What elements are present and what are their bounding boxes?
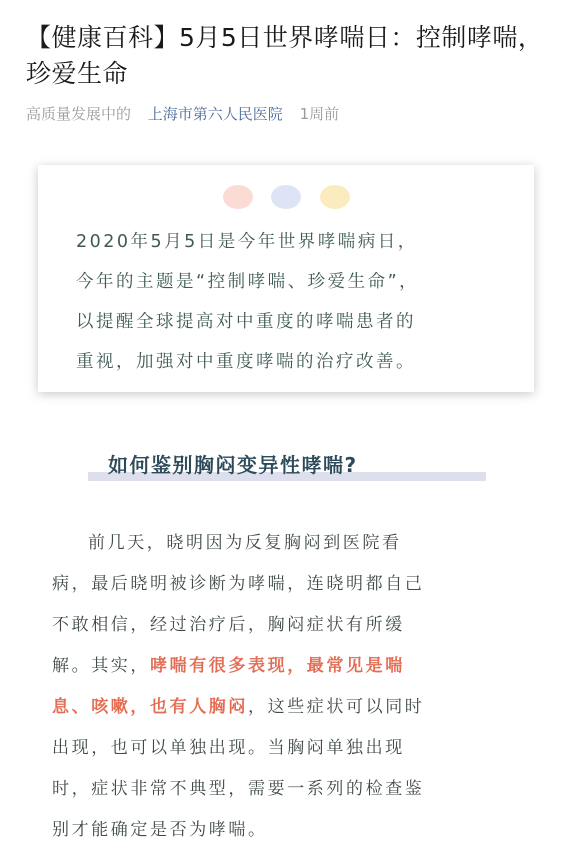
decorative-dots <box>38 185 534 209</box>
intro-line: 以提醒全球提高对中重度的哮喘患者的 <box>76 312 416 332</box>
intro-line: 重视，加强对中重度哮喘的治疗改善。 <box>76 352 416 372</box>
highlight-text: 哮喘有很多表现，最常见是喘 <box>150 656 405 676</box>
intro-line: 2020年5月5日是今年世界哮喘病日， <box>76 232 418 252</box>
intro-card <box>38 165 534 392</box>
publish-time: 1周前 <box>299 105 340 123</box>
body-text-span: ，这些症状可以同时 <box>248 697 425 717</box>
body-line: 时，症状非常不典型，需要一系列的检查鉴 <box>52 779 425 799</box>
intro-text <box>76 222 506 382</box>
article-title: 【健康百科】5月5日世界哮喘日：控制哮喘，珍爱生命 <box>26 23 544 88</box>
yellow-dot-icon <box>320 185 350 209</box>
author-link[interactable]: 上海市第六人民医院 <box>147 105 283 123</box>
body-line: 别才能确定是否为哮喘。 <box>52 820 268 840</box>
body-line <box>52 646 524 687</box>
pink-dot-icon <box>223 185 253 209</box>
blue-dot-icon <box>271 185 301 209</box>
intro-line: 今年的主题是“控制哮喘、珍爱生命”， <box>76 272 420 292</box>
source-label: 高质量发展中的 <box>26 105 132 123</box>
article-body <box>52 523 524 851</box>
section-heading: 如何鉴别胸闷变异性哮喘? <box>108 453 358 477</box>
highlight-text: 息、咳嗽，也有人胸闷 <box>52 697 248 717</box>
body-line <box>52 687 524 728</box>
body-text-span: 解。其实， <box>52 656 150 676</box>
article-meta <box>26 103 339 124</box>
body-line: 病，最后晓明被诊断为哮喘，连晓明都自己 <box>52 574 425 594</box>
body-line: 出现，也可以单独出现。当胸闷单独出现 <box>52 738 405 758</box>
body-line: 不敢相信，经过治疗后，胸闷症状有所缓 <box>52 615 405 635</box>
body-line: 前几天，晓明因为反复胸闷到医院看 <box>88 533 402 553</box>
